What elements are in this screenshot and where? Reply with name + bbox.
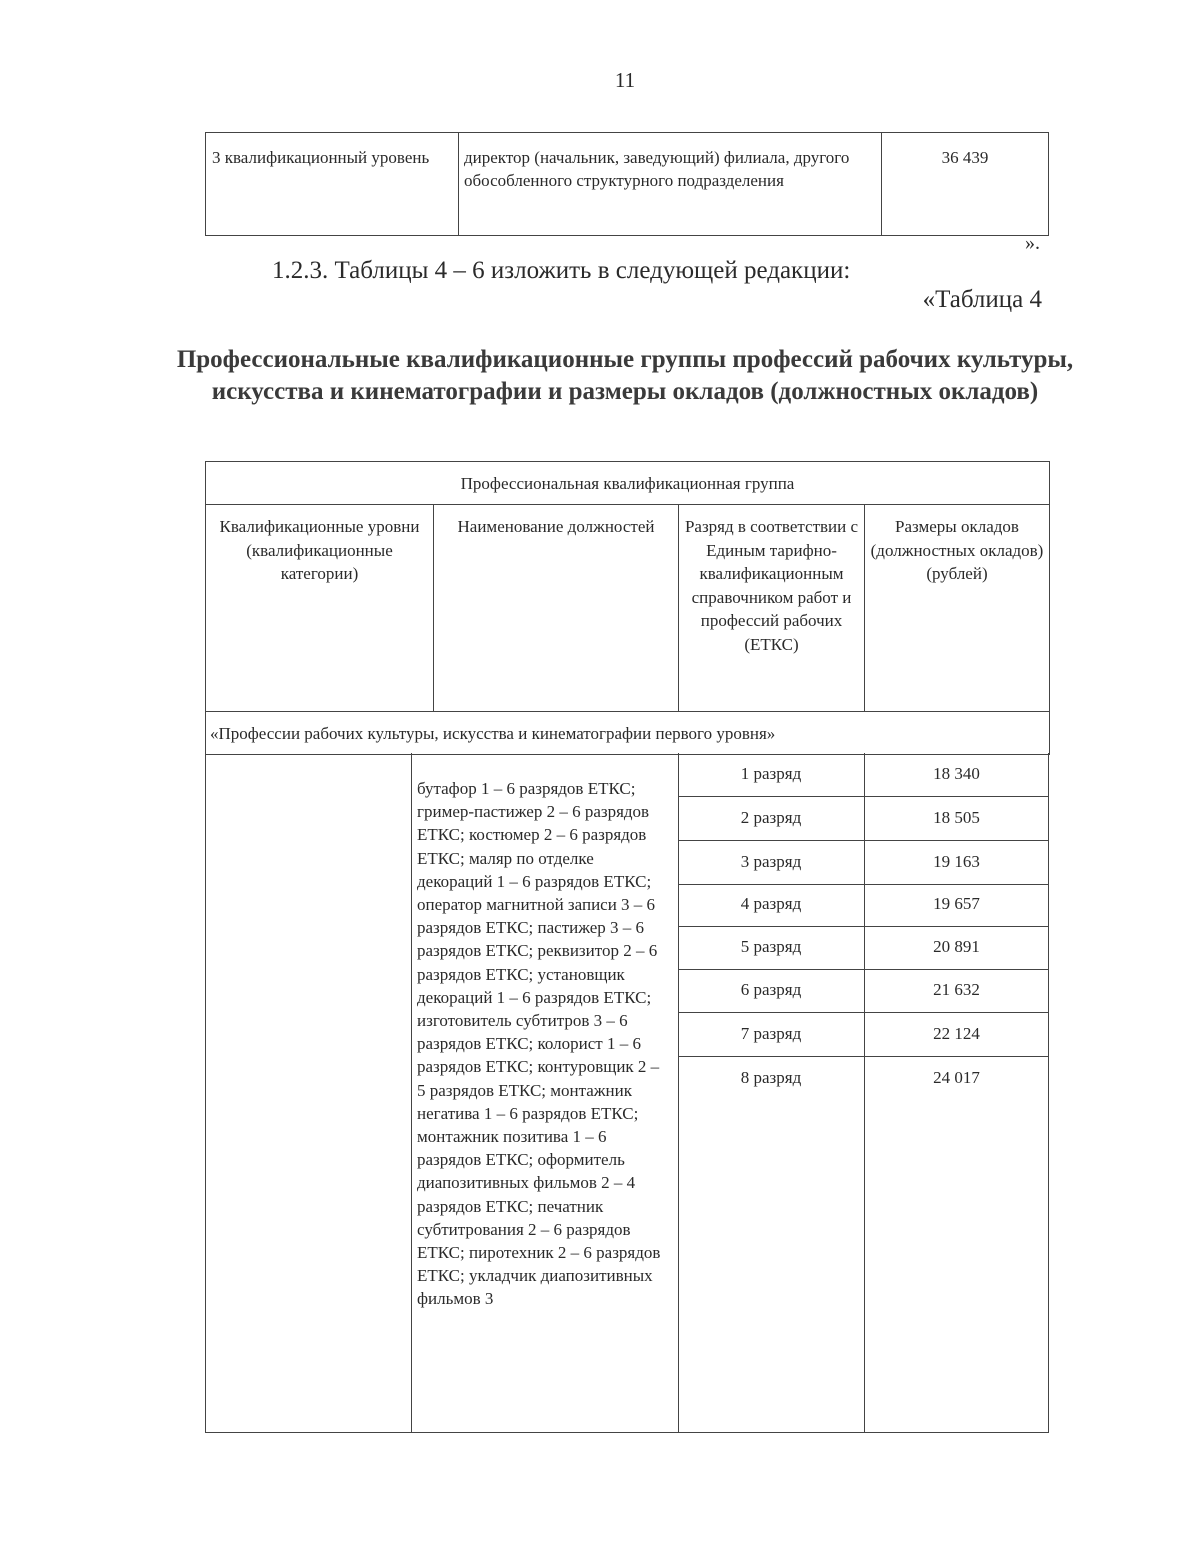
grade-cell: 5 разряд (740, 937, 802, 956)
table-body (205, 753, 1049, 1433)
page-number: 11 (614, 68, 636, 92)
header-grade: Разряд в соответствии с Единым тарифно-квалификационным справочником работ и профессий рабочих (ЕТКС) (679, 505, 865, 712)
salary-table (205, 461, 1050, 755)
salary-cell: 18 505 (933, 808, 980, 827)
table-title: Профессиональные квалификационные группы профессий рабочих культуры, искусства и кинематографии и размеры окладов (должностных окладов) (176, 346, 1074, 405)
salary-cell: 18 340 (933, 764, 980, 783)
grade-cell: 1 разряд (740, 764, 802, 783)
salary-cell: 24 017 (933, 1068, 980, 1087)
grade-cell: 7 разряд (740, 1024, 802, 1043)
salary-cell: 20 891 (933, 937, 980, 956)
grade-cell: 3 разряд (740, 852, 802, 871)
grade-cell: 2 разряд (740, 808, 802, 827)
table-row (678, 797, 1049, 841)
salary-cell: 36 439 (882, 133, 1049, 236)
subgroup-header: «Профессии рабочих культуры, искусства и кинематографии первого уровня» (206, 712, 1050, 755)
position-cell: директор (начальник, заведующий) филиала, другого обособленного структурного подразделения (459, 133, 882, 236)
salary-cell: 22 124 (933, 1024, 980, 1043)
closing-quote: ». (1025, 232, 1040, 254)
qualification-level-cell: 3 квалификационный уровень (206, 133, 459, 236)
table-label: «Таблица 4 (922, 286, 1042, 313)
grade-cell: 4 разряд (740, 894, 802, 913)
header-salary: Размеры окладов (должностных окладов) (рублей) (865, 505, 1050, 712)
column-header-row (206, 505, 1050, 712)
salary-cell: 21 632 (933, 980, 980, 999)
table-row (678, 1013, 1049, 1057)
grade-cell: 6 разряд (740, 980, 802, 999)
grade-cell: 8 разряд (740, 1068, 802, 1087)
group-header: Профессиональная квалификационная группа (206, 462, 1050, 505)
header-positions: Наименование должностей (434, 505, 679, 712)
table-row (678, 753, 1049, 797)
table-row (678, 969, 1049, 1013)
table-row (678, 926, 1049, 970)
clause-text: 1.2.3. Таблицы 4 – 6 изложить в следующей редакции: (272, 257, 851, 284)
salary-cell: 19 163 (933, 852, 980, 871)
positions-list: бутафор 1 – 6 разрядов ЕТКС; гример-пастижер 2 – 6 разрядов ЕТКС; костюмер 2 – 6 разрядов ЕТКС; маляр по отделке декораций 1 – 6 разрядов ЕТКС; оператор магнитной записи 3 – 6 разрядов ЕТКС; пастижер 3 – 6 разрядов ЕТКС; реквизитор 2 – 6 разрядов ЕТКС; установщик декораций 1 – 6 разрядов ЕТКС; изготовитель субтитров 3 – 6 разрядов ЕТКС; колорист 1 – 6 разрядов ЕТКС; контуровщик 2 – 5 разрядов ЕТКС; монтажник негатива 1 – 6 разрядов ЕТКС; монтажник позитива 1 – 6 разрядов ЕТКС; оформитель диапозитивных фильмов 2 – 4 разрядов ЕТКС; печатник субтитрования 2 – 6 разрядов ЕТКС; пиротехник 2 – 6 разрядов ЕТКС; укладчик диапозитивных фильмов 3 (417, 779, 661, 1309)
table-row (206, 133, 1049, 236)
table-row (678, 841, 1049, 885)
header-levels: Квалификационные уровни (квалификационные категории) (206, 505, 434, 712)
continuation-table (205, 132, 1049, 236)
table-row (678, 1057, 1049, 1100)
salary-cell: 19 657 (933, 894, 980, 913)
table-row (678, 883, 1049, 927)
